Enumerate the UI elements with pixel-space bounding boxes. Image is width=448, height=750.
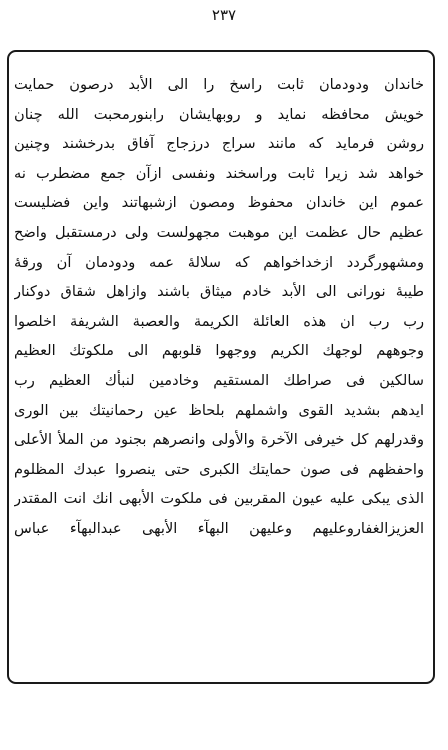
text-line: عظیم حال عظمت این موهبت مجهولست ولی درمستقبل واضح	[14, 223, 424, 241]
signature-line: العزیزالغفاروعلیهم وعلیهن البهآء الأبهی عبدالبهآء عباس	[14, 519, 424, 537]
text-line: ومشهورگردد ازخداخواهم که سلالۀ عمه ودودمان آن ورقۀ	[14, 253, 424, 271]
text-line: عموم این خاندان محفوظ ومصون ازشبهاتند واین فضلیست	[14, 194, 424, 212]
text-line: طیبۀ نورانی الی الأبد خادم میثاق باشند وازاهل شقاق دوکنار	[14, 283, 424, 301]
page-number: ۲۳۷	[211, 6, 237, 24]
text-line: روشن فرماید که مانند سراج درزجاج آفاق بدرخشند وچنین	[14, 135, 424, 153]
text-line: وجوههم لوجهك الکریم ووجهوا قلوبهم الی ملکوتك العظیم	[14, 342, 424, 360]
text-line: ایدهم بشدید القوی واشملهم بلحاظ عین رحمانیتك بین الوری	[14, 401, 424, 419]
text-line: خواهد شد زیرا ثابت وراسخند ونفسی ازآن جمع مضطرب نه	[14, 164, 424, 182]
text-line: خاندان ودودمان ثابت راسخ را الی الأبد درصون حمایت	[14, 76, 424, 93]
text-line: خویش محافظه نماید و روبهایشان رابنورمحبت الله چنان	[14, 105, 424, 123]
text-line: الذی یبکی علیه عیون المقربین فی ملکوت الأبهی انك انت المقتدر	[14, 490, 424, 508]
text-line: سالکین فی صراطك المستقیم وخادمین لنبأك العظیم رب	[14, 371, 424, 389]
letter-body	[14, 70, 424, 544]
text-line: رب رب ان هذه العائلة الکریمة والعصبة الشریفة اخلصوا	[14, 312, 424, 330]
text-line: واحفظهم فی صون حمایتك الکبری حتی ینصروا عبدك المظلوم	[14, 460, 424, 478]
text-line: وقدرلهم کل خیرفی الآخرة والأولی وانصرهم بجنود من الملأ الأعلی	[14, 431, 424, 449]
